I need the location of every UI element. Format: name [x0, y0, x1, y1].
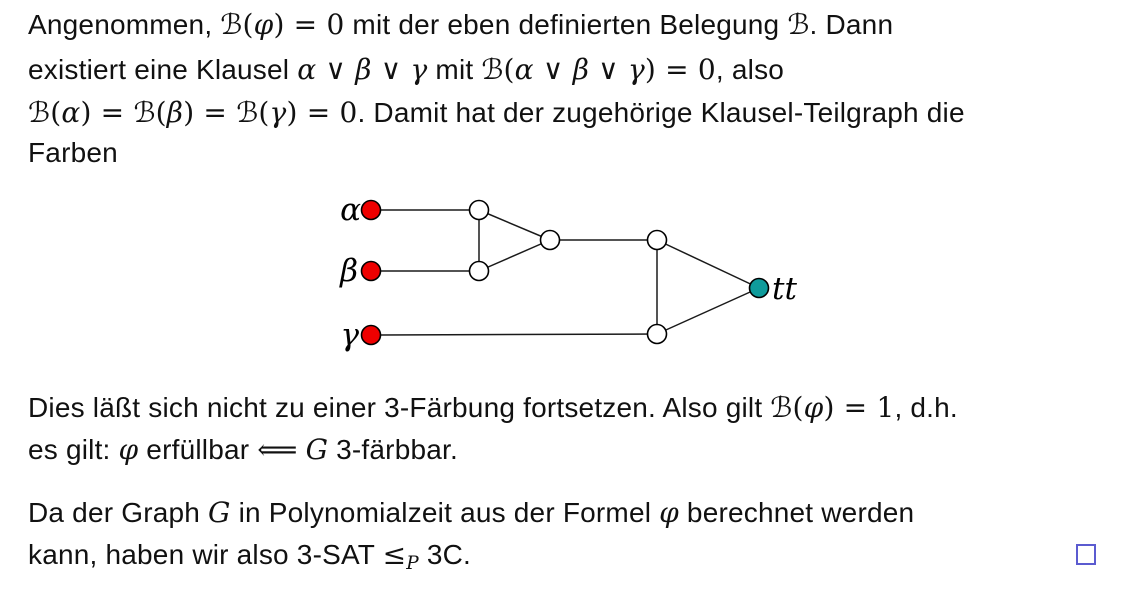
graph-node-helper3	[541, 231, 560, 250]
text-line-belegung-gleichungen	[28, 92, 965, 134]
text-segment: (	[242, 8, 254, 41]
qed-box-icon	[1076, 544, 1096, 565]
text-segment: Dies läßt sich nicht zu einer 3-Färbung fortsetzen. Also gilt	[28, 392, 771, 423]
text-segment: ℬ	[787, 8, 810, 41]
graph-labels	[339, 192, 797, 353]
text-segment: Farben	[28, 137, 118, 168]
text-segment: existiert eine Klausel	[28, 54, 298, 85]
graph-label-alpha: α	[340, 192, 361, 228]
graph-node-alpha	[362, 201, 381, 220]
text-segment: 3-färbbar.	[328, 434, 458, 465]
graph-label-tt: tt	[772, 271, 797, 307]
text-segment: Angenommen,	[28, 9, 221, 40]
text-segment: berechnet werden	[678, 497, 915, 528]
graph-edge-helper5-tt	[657, 288, 759, 334]
text-segment: (	[503, 53, 515, 86]
text-segment: . Dann	[809, 9, 894, 40]
text-segment: ∨	[533, 53, 573, 86]
text-segment: β	[572, 53, 590, 86]
graph-node-helper1	[470, 201, 489, 220]
text-segment: γ	[627, 53, 645, 86]
text-segment: φ	[659, 496, 679, 529]
graph-node-gamma	[362, 326, 381, 345]
text-segment: α	[297, 53, 317, 86]
text-segment: φ	[118, 433, 139, 466]
text-segment: ) =	[80, 96, 134, 129]
text-segment: ≤	[382, 538, 407, 571]
text-segment: γ	[410, 53, 428, 86]
text-line-existiert-klausel	[28, 49, 784, 91]
text-segment: . Damit hat der zugehörige Klausel-Teilgraph die	[357, 97, 965, 128]
graph-node-helper4	[648, 231, 667, 250]
text-segment: β	[166, 96, 184, 129]
text-segment: ) = 0	[644, 53, 716, 86]
text-segment: φ	[253, 8, 274, 41]
text-segment: G	[305, 433, 329, 466]
text-line-dies-laesst	[28, 387, 958, 429]
text-line-da-der-graph	[28, 492, 914, 534]
text-segment: ℬ	[220, 8, 243, 41]
text-segment: (	[258, 96, 270, 129]
text-segment: , also	[715, 54, 785, 85]
text-segment: α	[61, 96, 81, 129]
text-segment: ) = 0	[286, 96, 358, 129]
graph-label-gamma: γ	[340, 317, 359, 353]
graph-nodes	[362, 201, 769, 345]
text-segment: ℬ	[28, 96, 51, 129]
text-segment: , d.h.	[894, 392, 958, 423]
graph-node-tt	[750, 279, 769, 298]
clause-subgraph-diagram	[330, 185, 810, 360]
text-segment: ℬ	[770, 391, 793, 424]
text-segment: β	[355, 53, 372, 86]
text-segment: ) = 1	[823, 391, 895, 424]
text-segment: ⟸	[257, 433, 298, 466]
text-line-angenommen	[28, 4, 893, 46]
text-segment	[298, 434, 306, 465]
graph-edge-gamma-helper5	[371, 334, 657, 335]
text-segment: ∨	[371, 53, 411, 86]
graph-edge-helper4-tt	[657, 240, 759, 288]
graph-label-beta: β	[340, 253, 358, 289]
text-segment: kann, haben wir also 3-SAT	[28, 539, 383, 570]
text-segment: mit der eben definierten Belegung	[344, 9, 788, 40]
graph-edge-helper1-helper3	[479, 210, 550, 240]
text-segment: φ	[803, 391, 824, 424]
text-segment: G	[208, 496, 231, 529]
text-segment: ℬ	[481, 53, 504, 86]
text-segment: Da der Graph	[28, 497, 209, 528]
graph-edge-helper2-helper3	[479, 240, 550, 271]
text-segment: ) = 0	[273, 8, 345, 41]
text-line-farben	[28, 132, 118, 174]
text-segment: α	[514, 53, 534, 86]
text-segment: ∨	[589, 53, 628, 86]
text-segment: ) =	[183, 96, 237, 129]
text-segment: es gilt:	[28, 434, 119, 465]
graph-node-helper2	[470, 262, 489, 281]
text-segment: P	[406, 553, 419, 575]
text-line-es-gilt	[28, 429, 458, 471]
text-segment: erfüllbar	[138, 434, 258, 465]
text-segment: (	[50, 96, 62, 129]
text-segment: (	[792, 391, 804, 424]
text-segment: ℬ	[133, 96, 156, 129]
text-segment: mit	[427, 54, 482, 85]
graph-node-beta	[362, 262, 381, 281]
text-segment: ∨	[316, 53, 356, 86]
text-segment: γ	[269, 96, 287, 129]
text-segment: in Polynomialzeit aus der Formel	[230, 497, 660, 528]
text-line-kann-haben-wir	[28, 534, 471, 578]
graph-edges	[371, 210, 759, 335]
text-segment: (	[155, 96, 167, 129]
text-segment: ℬ	[236, 96, 259, 129]
graph-node-helper5	[648, 325, 667, 344]
text-segment: 3C.	[418, 539, 472, 570]
